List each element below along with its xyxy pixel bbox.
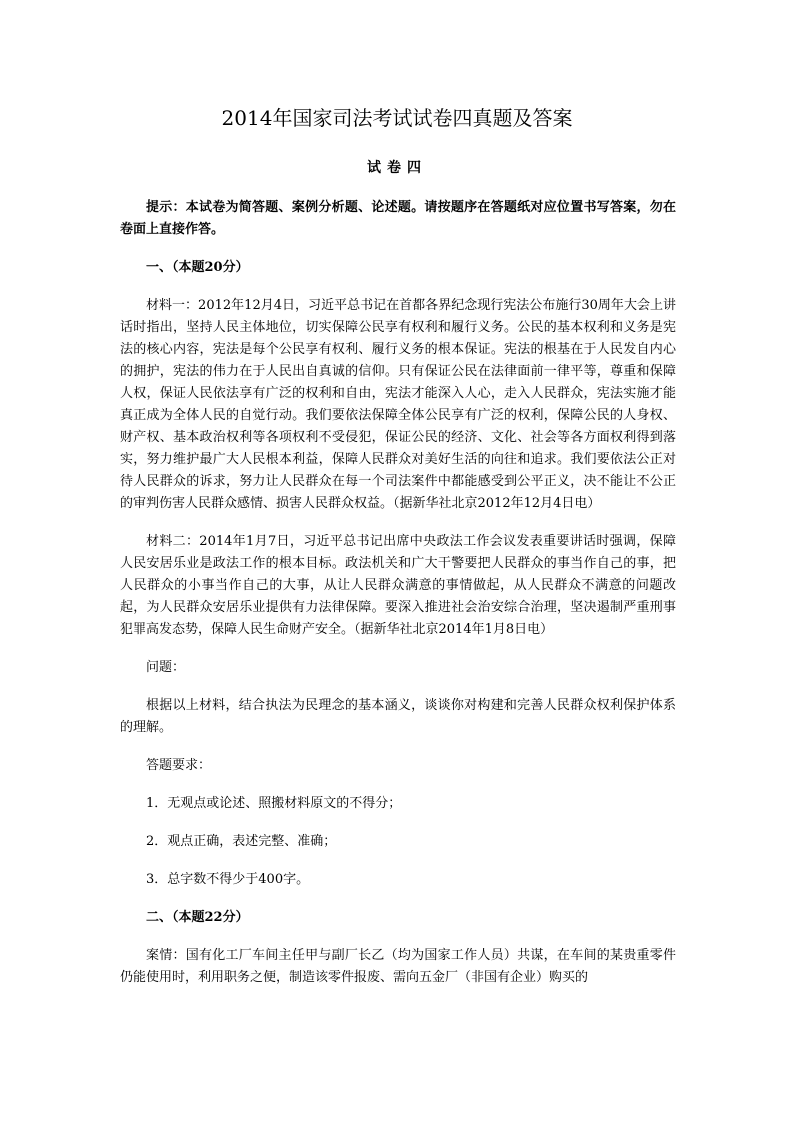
requirements-label: 答题要求： xyxy=(146,758,212,773)
material-one: 材料一：2012年12月4日，习近平总书记在首都各界纪念现行宪法公布施行30周年大会上讲话时指出，坚持人民主体地位，切实保障公民享有权利和履行义务。公民的基本权利和义务是宪法的核心内容，宪法是每个公民享有权利、履行义务的根本保证。宪法的根基在于人民发自内心的拥护，宪法的伟力在于人民出自真诚的信仰。只有保证公民在法律面前一律平等，尊重和保障人权，保证人民依法享有广泛的权利和自由，宪法才能深入人心，走入人民群众，宪法实施才能真正成为全体人民的自觉行动。我们要依法保障全体公民享有广泛的权利，保障公民的人身权、财产权、基本政治权利等各项权利不受侵犯，保证公民的经济、文化、社会等各方面权利得到落实，努力维护最广大人民根本利益，保障人民群众对美好生活的向往和追求。我们要依法公正对待人民群众的诉求，努力让人民群众在每一个司法案件中都能感受到公平正义，决不能让不公正的审判伤害人民群众感情、损害人民群众权益。（据新华社北京2012年12月4日电） xyxy=(120,298,676,511)
question-label: 问题： xyxy=(146,660,186,675)
requirement-item-1: 1．无观点或论述、照搬材料原文的不得分； xyxy=(146,796,402,811)
document-body xyxy=(120,197,676,1005)
case-text: 案情：国有化工厂车间主任甲与副厂长乙（均为国家工作人员）共谋，在车间的某贵重零件仍能使用时，利用职务之便，制造该零件报废、需向五金厂（非国有企业）购买的 xyxy=(120,948,676,985)
document-subtitle: 试卷四 xyxy=(367,160,427,176)
document-title: 2014年国家司法考试试卷四真题及答案 xyxy=(221,106,573,130)
section-heading-1: 一、（本题20分） xyxy=(146,260,249,275)
requirement-item-3: 3．总字数不得少于400字。 xyxy=(146,872,310,887)
question-text: 根据以上材料，结合执法为民理念的基本涵义，谈谈你对构建和完善人民群众权利保护体系的理解。 xyxy=(120,698,676,735)
requirement-item-2: 2．观点正确，表述完整、准确； xyxy=(146,834,337,849)
section-heading-2: 二、（本题22分） xyxy=(146,910,249,925)
material-two: 材料二：2014年1月7日，习近平总书记出席中央政法工作会议发表重要讲话时强调，保障人民安居乐业是政法工作的根本目标。政法机关和广大干警要把人民群众的事当作自己的事，把人民群众的小事当作自己的大事，从让人民群众满意的事情做起，从人民群众不满意的问题改起，为人民群众安居乐业提供有力法律保障。要深入推进社会治安综合治理，坚决遏制严重刑事犯罪高发态势，保障人民生命财产安全。（据新华社北京2014年1月8日电） xyxy=(120,534,676,637)
exam-notice: 提示：本试卷为简答题、案例分析题、论述题。请按题序在答题纸对应位置书写答案，勿在卷面上直接作答。 xyxy=(120,200,676,237)
